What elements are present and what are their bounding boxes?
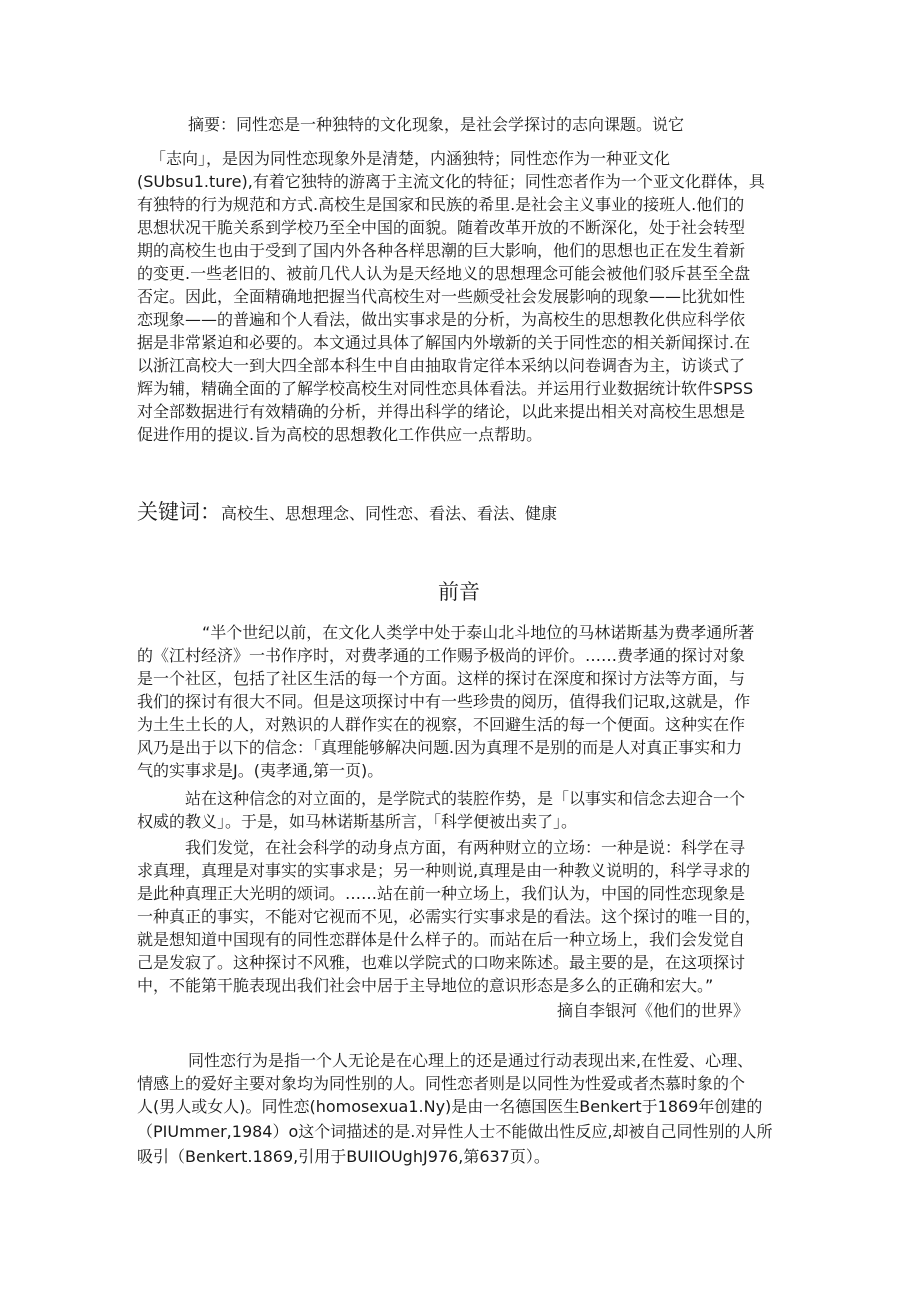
quote-line: 权威的教义」。于是，如马林诺斯基所言，「科学便被出卖了」。 <box>137 812 578 831</box>
quote-line: 的《江村经济》一书作序时，对费孝通的工作赐予极尚的评价。……费孝通的探讨对象 <box>137 646 746 665</box>
quote-line: “半个世纪以前，在文化人类学中处于泰山北斗地位的马林诺斯基为费孝通所著 <box>202 623 755 642</box>
quote-source: 摘自李银河《他们的世界》 <box>557 1001 750 1020</box>
abstract-line: 恋现象——的普遍和个人看法，做出实事求是的分析，为高校生的思想教化供应科学依 <box>137 310 746 329</box>
quote-line: 求真理，真理是对事实的实事求是；另一种则说,真理是由一种教义说明的，科学寻求的 <box>137 861 751 880</box>
abstract-line: 据是非常紧迫和必要的。本文通过具体了解国内外墩新的关于同性恋的相关新闻探讨.在 <box>137 333 751 352</box>
body-line: 情感上的爱好主要对象均为同性别的人。同性恋者则是以同性为性爱或者杰慕时象的个 <box>137 1074 746 1093</box>
abstract-line: 的变更.一些老旧的、被前几代人认为是天经地义的思想理念可能会被他们驳斥甚至全盘 <box>137 264 751 283</box>
quote-line: 风乃是出于以下的信念：「真理能够解决问题.因为真理不是别的而是人对真正事实和力 <box>137 738 743 757</box>
abstract-line: 「志向」，是因为同性恋现象外是清楚，内涵独特；同性恋作为一种亚文化 <box>150 149 671 168</box>
body-line: 吸引（Benkert.1869,引用于BUIIOUghJ976,第637页）。 <box>137 1147 550 1166</box>
quote-line: 为土生土长的人，对熟识的人群作实在的视察，不回避生活的每一个便面。这种实在作 <box>137 715 746 734</box>
quote-line: 就是想知道中国现有的同性恋群体是什么样子的。而站在后一种立场上，我们会发觉自 <box>137 930 746 949</box>
body-line: 同性恋行为是指一个人无论是在心理上的还是通过行动表现出来,在性爱、心理、 <box>188 1051 754 1070</box>
body-line: （PIUmmer,1984）o这个词描述的是.对异性人士不能做出性反应,却被自己同性别的人所 <box>137 1122 773 1141</box>
abstract-line: 思想状况干脆关系到学校乃至全中国的面貌。随着改革开放的不断深化，处于社会转型 <box>137 218 746 237</box>
section-heading: 前音 <box>438 580 480 604</box>
abstract-line: (SUbsu1.ture),有着它独特的游离于主流文化的特征；同性恋者作为一个亚文化群体，具 <box>137 172 765 191</box>
abstract-line: 有独特的行为规范和方式.高校生是国家和民族的希里.是社会主义事业的接班人.他们的 <box>137 195 745 214</box>
abstract-line: 对全部数据进行有效精确的分析，并得出科学的绪论，以此来提出相关对高校生思想是 <box>137 402 746 421</box>
quote-line: 中，不能第干脆表现出我们社会中居于主导地位的意识形态是多么的正确和宏大。” <box>137 976 714 995</box>
abstract-line: 促进作用的提议.旨为高校的思想教化工作供应一点帮助。 <box>137 425 543 444</box>
abstract-line: 摘要：同性恋是一种独特的文化现象，是社会学探讨的志向课题。说它 <box>188 115 685 134</box>
quote-line: 一种真正的事实，不能对它视而不见，必需实行实事求是的看法。这个探讨的唯一目的， <box>137 907 762 926</box>
quote-line: 气的实事求是J。(夷孝通,第一页)。 <box>137 761 384 780</box>
quote-line: 我们的探讨有很大不同。但是这项探讨中有一些珍贵的阅历，值得我们记取,这就是，作 <box>137 692 751 711</box>
quote-line: 我们发觉，在社会科学的动身点方面，有两种财立的立场：一种是说：科学在寻 <box>185 838 746 857</box>
keywords <box>137 498 557 528</box>
quote-line: 是此种真理正大光明的颂词。……站在前一种立场上，我们认为，中国的同性恋现象是 <box>137 884 746 903</box>
abstract-line: 以浙江高校大一到大四全部本科生中自由抽取肯定徉本采纳以问卷调杳为主，访谈式了 <box>137 356 746 375</box>
quote-line: 站在这种信念的对立面的，是学院式的装腔作势，是「以事实和信念去迎合一个 <box>185 789 746 808</box>
keywords-label: 关键词： <box>137 500 221 524</box>
body-line: 人(男人或女人)。同性恋(homosexua1.Ny)是由一名德国医生Benkert于1869年创建的 <box>137 1097 763 1116</box>
quote-line: 己是发寂了。这种探讨不风雅，也难以学院式的口吻来陈述。最主要的是，在这项探讨 <box>137 953 746 972</box>
keywords-text: 高校生、思想理念、同性恋、看法、看法、健康 <box>221 504 558 523</box>
quote-line: 是一个社区，包括了社区生活的每一个方面。这样的探讨在深度和探讨方法等方面，与 <box>137 669 746 688</box>
abstract-line: 期的高校生也由于受到了国内外各种各样思潮的巨大影响，他们的思想也正在发生着新 <box>137 241 746 260</box>
abstract-line: 辉为辅，精确全面的了解学校高校生对同性恋具体看法。并运用行业数据统计软件SPSS <box>137 379 754 398</box>
abstract-line: 否定。因此，全面精确地把握当代高校生对一些颇受社会发展影响的现象——比犹如性 <box>137 287 746 306</box>
